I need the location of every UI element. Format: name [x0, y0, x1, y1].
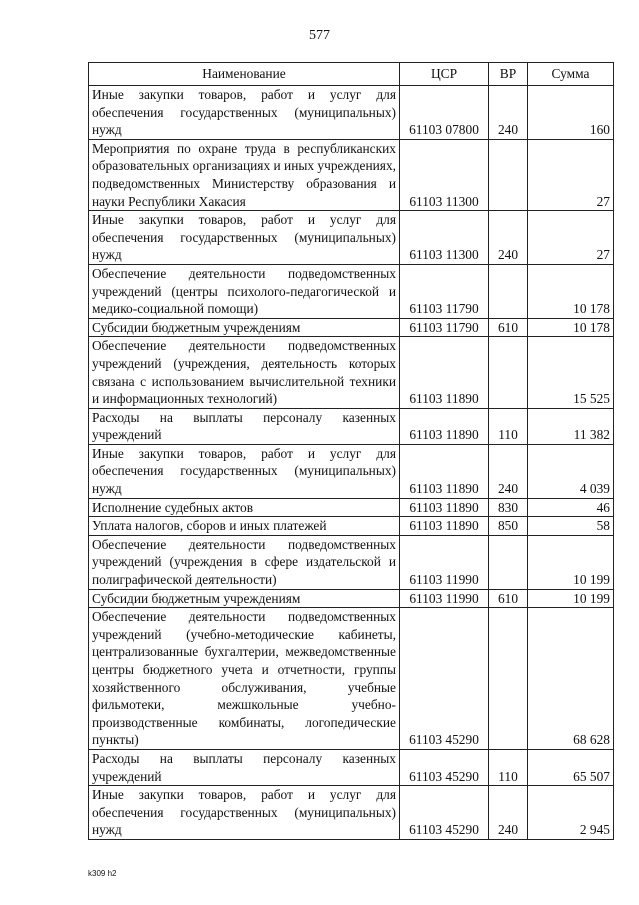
table-row	[89, 264, 614, 318]
row-vr: 610	[489, 318, 528, 337]
table-row	[89, 444, 614, 498]
row-sum: 27	[528, 211, 614, 265]
row-name: Обеспечение деятельности подведомственных учреждений (учреждения, деятельность которых связана с использованием вычислительной техники и информационных технологий)	[89, 337, 400, 408]
row-sum: 10 178	[528, 264, 614, 318]
table-row	[89, 408, 614, 444]
table-row	[89, 86, 614, 140]
row-name: Иные закупки товаров, работ и услуг для обеспечения государственных (муниципальных) нужд	[89, 86, 400, 140]
row-vr: 850	[489, 517, 528, 536]
row-vr: 240	[489, 444, 528, 498]
table-row	[89, 337, 614, 408]
table-row	[89, 318, 614, 337]
row-name: Мероприятия по охране труда в республиканских образовательных организациях и иных учреждениях, подведомственных Министерству образования и науки Республики Хакасия	[89, 139, 400, 210]
row-name: Субсидии бюджетным учреждениям	[89, 318, 400, 337]
header-name: Наименование	[89, 63, 400, 86]
row-vr	[489, 264, 528, 318]
row-name: Обеспечение деятельности подведомственных учреждений (учреждения в сфере издательской и полиграфической деятельности)	[89, 535, 400, 589]
header-csr: ЦСР	[400, 63, 489, 86]
header-sum: Сумма	[528, 63, 614, 86]
table-header-row	[89, 63, 614, 86]
row-name: Исполнение судебных актов	[89, 498, 400, 517]
row-vr: 610	[489, 589, 528, 608]
row-vr: 240	[489, 211, 528, 265]
row-csr: 61103 11990	[400, 589, 489, 608]
row-csr: 61103 11790	[400, 318, 489, 337]
row-name: Расходы на выплаты персоналу казенных учреждений	[89, 408, 400, 444]
row-sum: 68 628	[528, 608, 614, 750]
row-sum: 4 039	[528, 444, 614, 498]
row-csr: 61103 11890	[400, 337, 489, 408]
header-vr: ВР	[489, 63, 528, 86]
row-sum: 27	[528, 139, 614, 210]
row-sum: 160	[528, 86, 614, 140]
row-name: Уплата налогов, сборов и иных платежей	[89, 517, 400, 536]
row-sum: 65 507	[528, 749, 614, 785]
row-sum: 58	[528, 517, 614, 536]
row-csr: 61103 11790	[400, 264, 489, 318]
row-sum: 10 199	[528, 535, 614, 589]
row-vr: 240	[489, 786, 528, 840]
row-vr	[489, 535, 528, 589]
row-csr: 61103 11990	[400, 535, 489, 589]
row-csr: 61103 45290	[400, 608, 489, 750]
row-name: Иные закупки товаров, работ и услуг для обеспечения государственных (муниципальных) нужд	[89, 786, 400, 840]
row-name: Иные закупки товаров, работ и услуг для обеспечения государственных (муниципальных) нужд	[89, 211, 400, 265]
budget-table	[88, 62, 614, 840]
row-csr: 61103 11890	[400, 444, 489, 498]
row-csr: 61103 11300	[400, 139, 489, 210]
row-csr: 61103 11890	[400, 517, 489, 536]
row-vr: 110	[489, 749, 528, 785]
row-csr: 61103 45290	[400, 786, 489, 840]
row-sum: 10 199	[528, 589, 614, 608]
row-csr: 61103 45290	[400, 749, 489, 785]
table-row	[89, 139, 614, 210]
row-sum: 10 178	[528, 318, 614, 337]
row-csr: 61103 11890	[400, 498, 489, 517]
row-name: Обеспечение деятельности подведомственных учреждений (учебно-методические кабинеты, централизованные бухгалтерии, межведомственные центры бюджетного учета и отчетности, группы хозяйственного обслуживания, учебные фильмотеки, межшкольные учебно-производственные комбинаты, логопедические пункты)	[89, 608, 400, 750]
row-sum: 15 525	[528, 337, 614, 408]
row-csr: 61103 11890	[400, 408, 489, 444]
row-vr: 830	[489, 498, 528, 517]
table-row	[89, 589, 614, 608]
table-row	[89, 749, 614, 785]
row-name: Обеспечение деятельности подведомственных учреждений (центры психолого-педагогической и медико-социальной помощи)	[89, 264, 400, 318]
table-row	[89, 211, 614, 265]
row-csr: 61103 11300	[400, 211, 489, 265]
row-sum: 46	[528, 498, 614, 517]
row-vr	[489, 337, 528, 408]
table-row	[89, 608, 614, 750]
table-row	[89, 517, 614, 536]
page-number: 577	[309, 28, 330, 43]
row-sum: 11 382	[528, 408, 614, 444]
row-vr: 110	[489, 408, 528, 444]
row-vr	[489, 608, 528, 750]
table-row	[89, 786, 614, 840]
row-vr: 240	[489, 86, 528, 140]
row-sum: 2 945	[528, 786, 614, 840]
row-name: Расходы на выплаты персоналу казенных учреждений	[89, 749, 400, 785]
footer-code: k309 h2	[88, 869, 117, 878]
row-name: Иные закупки товаров, работ и услуг для обеспечения государственных (муниципальных) нужд	[89, 444, 400, 498]
row-name: Субсидии бюджетным учреждениям	[89, 589, 400, 608]
table-row	[89, 535, 614, 589]
row-csr: 61103 07800	[400, 86, 489, 140]
table-row	[89, 498, 614, 517]
row-vr	[489, 139, 528, 210]
